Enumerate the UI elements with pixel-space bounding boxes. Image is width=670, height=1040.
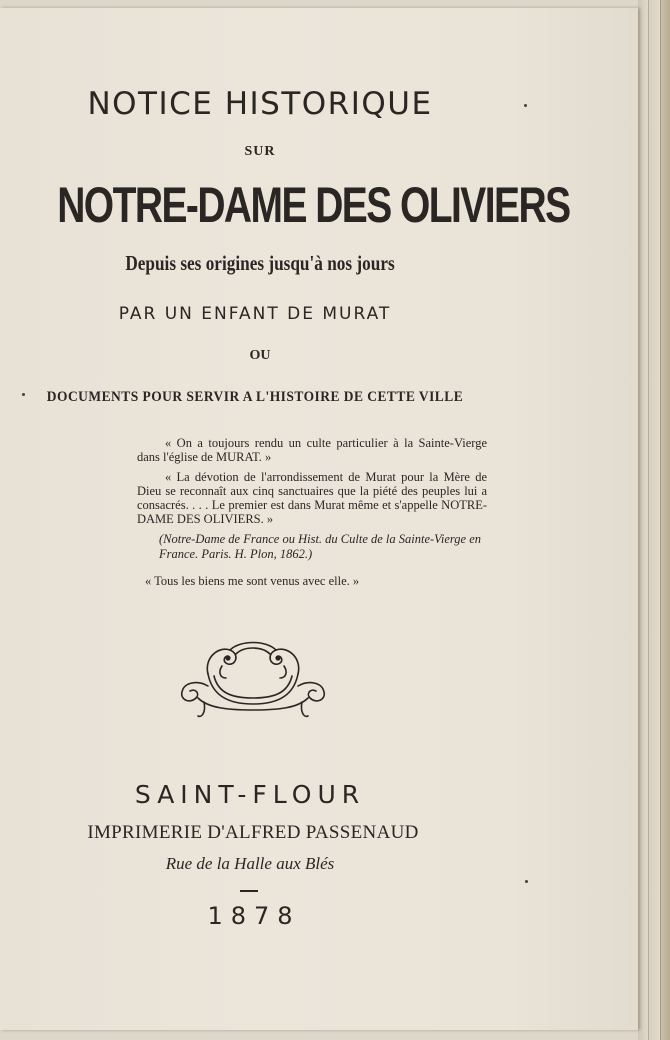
epigraph-quote: « On a toujours rendu un culte particulier à la Sainte-Vierge dans l'église de MURAT. » (137, 436, 487, 464)
page-edge (660, 0, 670, 1040)
author-line: PAR UN ENFANT DE MURAT (118, 304, 392, 324)
title-page (0, 8, 638, 1030)
preposition: SUR (244, 144, 276, 159)
paper-speck (524, 104, 527, 107)
scroll-ornament-icon (178, 636, 328, 722)
epigraph-citation: (Notre-Dame de France ou Hist. du Culte de la Sainte-Vierge en France. Paris. H. Plon, 1862.) (159, 532, 482, 561)
epigraph-quote: « La dévotion de l'arrondissement de Murat pour la Mère de Dieu se reconnaît aux cinq sanctuaires que la piété des peuples lui a consacrés. . . . Le premier est dans Murat même et s'appelle NOTRE-DAME DES OLIVIERS. » (137, 470, 487, 526)
imprint-city: SAINT-FLOUR (134, 780, 366, 809)
epigraph-quote: « Tous les biens me sont venus avec elle. » (145, 574, 360, 588)
imprint-printer: IMPRIMERIE D'ALFRED PASSENAUD (87, 822, 419, 843)
epigraphs (137, 436, 487, 588)
paper-speck (22, 393, 25, 396)
heading: NOTICE HISTORIQUE (87, 86, 433, 122)
imprint-year: 1878 (207, 902, 301, 930)
main-title: NOTRE-DAME DES OLIVIERS (57, 177, 570, 233)
imprint-street: Rue de la Halle aux Blés (165, 854, 335, 873)
divider (240, 890, 258, 892)
subtitle: Depuis ses origines jusqu'à nos jours (125, 251, 395, 275)
paper-speck (525, 880, 528, 883)
alternate-title: DOCUMENTS POUR SERVIR A L'HISTOIRE DE CETTE VILLE (46, 389, 464, 405)
page-edge (638, 0, 648, 1040)
conjunction: OU (249, 348, 271, 363)
